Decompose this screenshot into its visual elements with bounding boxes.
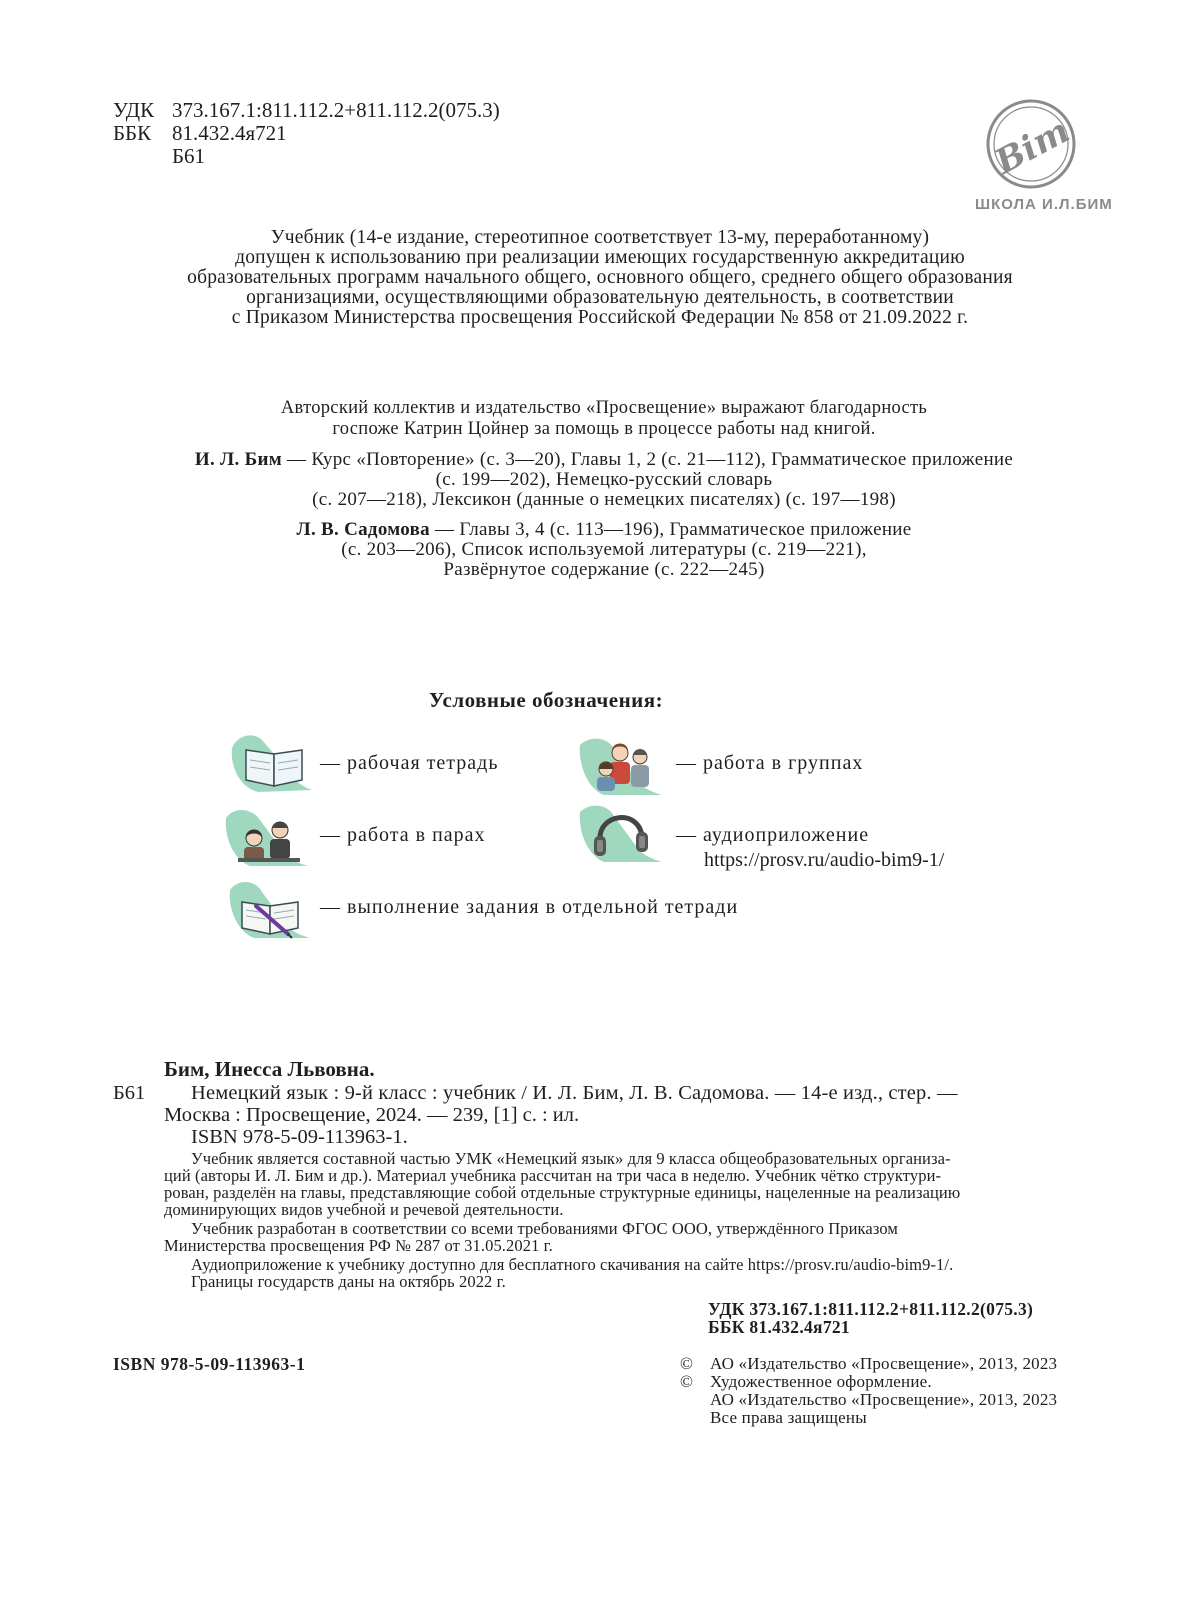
approval-notice	[0, 228, 1200, 328]
copyright-symbol: ©	[680, 1372, 694, 1391]
author-credit-bim	[0, 450, 1200, 510]
credit-line: (с. 207—218), Лексикон (данные о немецких писателях) (с. 197—198)	[312, 489, 896, 510]
credit-line	[0, 450, 1200, 470]
copyright-text: АО «Издательство «Просвещение», 2013, 2023	[710, 1390, 1058, 1409]
bib-line-1: Немецкий язык : 9-й класс : учебник / И. Л. Бим, Л. В. Садомова. — 14-е изд., стер. —	[191, 1082, 958, 1104]
copyright-text: АО «Издательство «Просвещение», 2013, 2023	[710, 1354, 1058, 1373]
rights-reserved: Все права защищены	[710, 1408, 867, 1427]
group-work-icon	[578, 733, 664, 797]
audio-url-link[interactable]: https://prosv.ru/audio-bim9-1/	[704, 849, 945, 871]
bib-mark: Б61	[113, 1082, 146, 1104]
workbook-icon	[228, 730, 314, 794]
legend-label-group-work: — работа в группах	[676, 752, 864, 774]
bbk-value: 81.432.4я721	[172, 121, 287, 145]
credit-line: (с. 203—206), Список используемой литературы (с. 219—221),	[341, 539, 867, 560]
footer-isbn: ISBN 978-5-09-113963-1	[113, 1354, 306, 1374]
thanks-line: Авторский коллектив и издательство «Просвещение» выражают благодарность	[280, 398, 928, 418]
udk-row	[113, 98, 500, 122]
approval-line: Учебник (14-е издание, стереотипное соответствует 13-му, переработанному)	[270, 227, 930, 248]
annotation-line: рован, разделён на главы, представляющие собой отдельные структурные единицы, нацеленные на реализацию	[164, 1183, 961, 1202]
bbk-label: ББК	[113, 121, 152, 145]
copyright-line	[680, 1373, 932, 1391]
credit-text: — Курс «Повторение» (с. 3—20), Главы 1, 2 (с. 21—112), Грамматическое приложение	[281, 449, 1014, 470]
annotation-line: ций (авторы И. Л. Бим и др.). Материал учебника рассчитан на три часа в неделю. Учебник чётко структури-	[164, 1166, 942, 1185]
legend-label-audio: — аудиоприложение	[676, 824, 870, 846]
credit-text: — Главы 3, 4 (с. 113—196), Грамматическое приложение	[429, 519, 912, 540]
footer-udk: УДК 373.167.1:811.112.2+811.112.2(075.3)	[708, 1299, 1034, 1319]
copyright-text: Художественное оформление.	[710, 1372, 932, 1391]
headphones-icon	[578, 800, 664, 864]
approval-line: с Приказом Министерства просвещения Российской Федерации № 858 от 21.09.2022 г.	[231, 307, 969, 328]
annotation-line: Аудиоприложение к учебнику доступно для бесплатного скачивания на сайте https://prosv.ru/audio-bim9-1/.	[191, 1255, 954, 1274]
bib-isbn: ISBN 978-5-09-113963-1.	[191, 1126, 408, 1148]
bib-line-2: Москва : Просвещение, 2024. — 239, [1] с. : ил.	[164, 1104, 580, 1126]
copyright-line	[680, 1355, 1057, 1373]
bbk-row	[113, 121, 287, 145]
legend-title: Условные обозначения:	[428, 688, 664, 712]
annotation-line: доминирующих видов учебной и речевой деятельности.	[164, 1200, 564, 1219]
notebook-pen-icon	[226, 876, 312, 940]
annotation-line: Министерства просвещения РФ № 287 от 31.05.2021 г.	[164, 1236, 553, 1255]
annotation-line: Учебник является составной частью УМК «Немецкий язык» для 9 класса общеобразовательных организа-	[191, 1149, 951, 1168]
acknowledgement	[0, 398, 1200, 440]
bib-heading: Бим, Инесса Львовна.	[164, 1057, 375, 1081]
legend-label-pair-work: — работа в парах	[320, 824, 486, 846]
thanks-line: госпоже Катрин Цойнер за помощь в процессе работы над книгой.	[332, 419, 876, 439]
udk-value: 373.167.1:811.112.2+811.112.2(075.3)	[172, 98, 500, 122]
approval-line: допущен к использованию при реализации имеющих государственную аккредитацию	[235, 247, 965, 268]
author-mark: Б61	[172, 144, 206, 168]
credit-line	[0, 520, 1200, 540]
approval-line: образовательных программ начального общего, основного общего, среднего общего образования	[187, 267, 1013, 288]
approval-line: организациями, осуществляющими образовательную деятельность, в соответствии	[246, 287, 954, 308]
legend-label-workbook: — рабочая тетрадь	[320, 752, 499, 774]
emblem-text: Bim	[988, 110, 1077, 183]
credit-line: (с. 199—202), Немецко-русский словарь	[435, 469, 773, 490]
copyright-symbol: ©	[680, 1354, 694, 1373]
legend-label-notebook: — выполнение задания в отдельной тетради	[320, 896, 739, 918]
annotation-line: Границы государств даны на октябрь 2022 г.	[191, 1272, 506, 1291]
credit-name: Л. В. Садомова	[296, 519, 430, 540]
annotation-line: Учебник разработан в соответствии со всеми требованиями ФГОС ООО, утверждённого Приказом	[191, 1219, 898, 1238]
footer-bbk: ББК 81.432.4я721	[708, 1317, 850, 1337]
credit-name: И. Л. Бим	[194, 449, 282, 470]
author-credit-sadomova	[0, 520, 1200, 580]
bim-emblem-icon	[985, 98, 1077, 190]
credit-line: Развёрнутое содержание (с. 222—245)	[443, 559, 765, 580]
pair-work-icon	[224, 804, 310, 868]
udk-label: УДК	[113, 98, 155, 122]
logo-caption: ШКОЛА И.Л.БИМ	[975, 196, 1113, 213]
